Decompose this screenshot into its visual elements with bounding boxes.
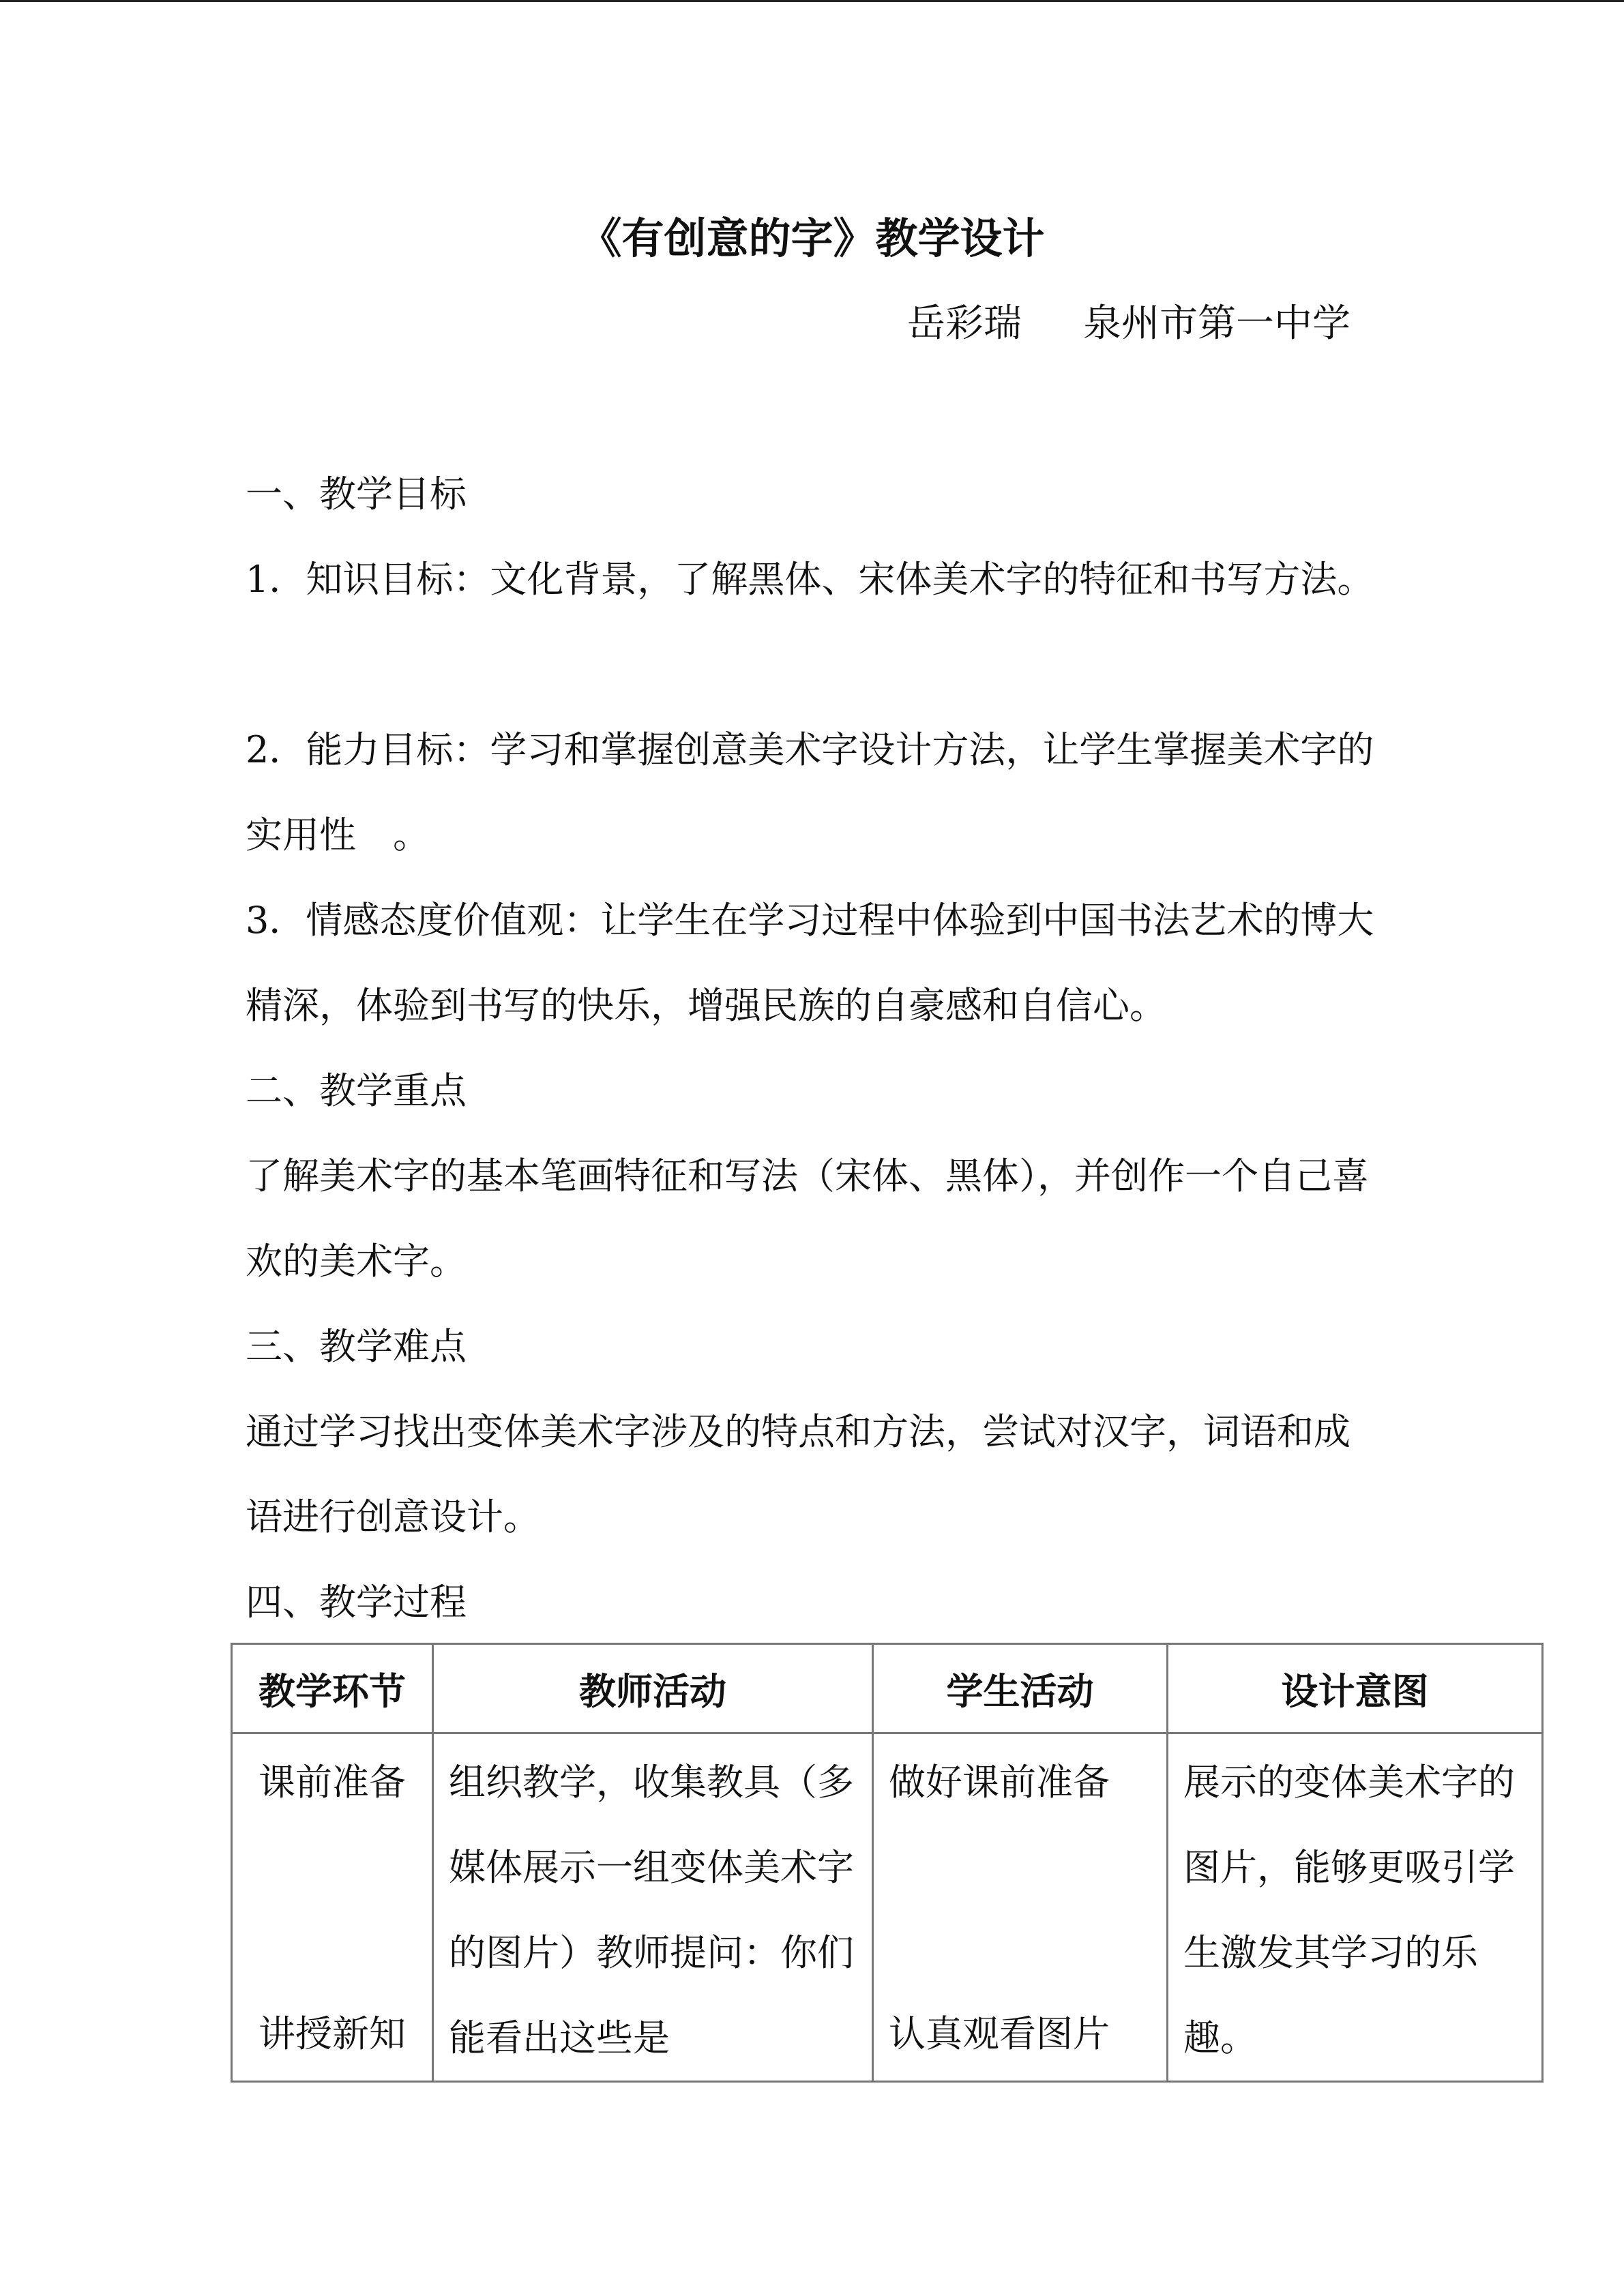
student-watch: 认真观看图片	[889, 2012, 1110, 2055]
goal-emotion: 3．情感态度价值观：让学生在学习过程中体验到中国书法艺术的博大精深，体验到书写的快乐，增强民族的自豪感和自信心。	[246, 899, 1374, 1027]
document-title: 《有创意的字》教学设计	[579, 213, 1045, 263]
author-school: 泉州市第一中学	[1083, 301, 1350, 346]
page-top-border	[0, 0, 1624, 2]
difficulties-body: 通过学习找出变体美术字涉及的特点和方法，尝试对汉字，词语和成语进行创意设计。	[246, 1410, 1350, 1538]
section-heading-objectives: 一、教学目标	[246, 473, 467, 516]
key-points-body: 了解美术字的基本笔画特征和写法（宋体、黑体），并创作一个自己喜欢的美术字。	[246, 1154, 1369, 1283]
header-stage: 教学环节	[232, 1644, 433, 1733]
cell-stage	[232, 1733, 433, 2082]
author-line	[907, 290, 1350, 358]
header-design-intent: 设计意图	[1168, 1644, 1543, 1733]
section-heading-difficulties: 三、教学难点	[246, 1325, 467, 1368]
cell-student-activity	[873, 1733, 1168, 2082]
section-heading-process: 四、教学过程	[246, 1581, 467, 1624]
cell-teacher-activity: 组织教学，收集教具（多媒体展示一组变体美术字的图片）教师提问：你们能看出这些是	[433, 1733, 873, 2082]
table-row	[232, 1733, 1543, 2082]
stage-new-knowledge: 讲授新知	[259, 2012, 406, 2055]
author-name: 岳彩瑞	[907, 301, 1022, 346]
student-prep: 做好课前准备	[889, 1761, 1110, 1804]
stage-prep: 课前准备	[259, 1761, 406, 1804]
section-heading-key-points: 二、教学重点	[246, 1069, 467, 1112]
table-header-row	[232, 1644, 1543, 1733]
teaching-process-table	[231, 1643, 1544, 2083]
header-teacher-activity: 教师活动	[433, 1644, 873, 1733]
goal-ability: 2．能力目标：学习和掌握创意美术字设计方法，让学生掌握美术字的实用性 。	[246, 728, 1374, 856]
header-student-activity: 学生活动	[873, 1644, 1168, 1733]
goal-knowledge: 1．知识目标：文化背景，了解黑体、宋体美术字的特征和书写方法。	[246, 558, 1374, 601]
cell-design-intent: 展示的变体美术字的图片，能够更吸引学生激发其学习的乐趣。	[1168, 1733, 1543, 2082]
